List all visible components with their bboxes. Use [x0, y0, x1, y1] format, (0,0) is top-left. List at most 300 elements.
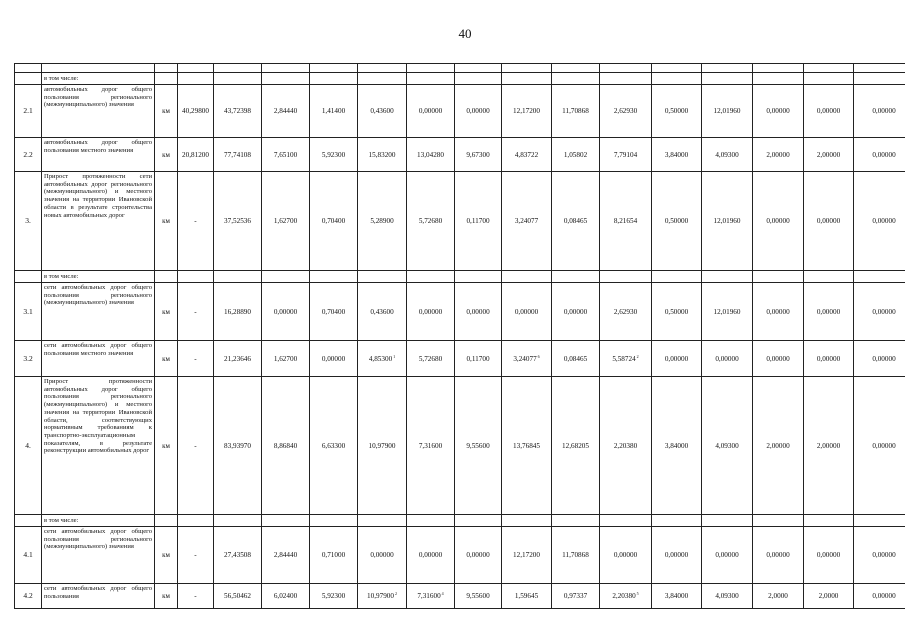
value-cell	[502, 138, 552, 172]
value-cell	[455, 283, 502, 341]
value-text: 0,00000	[613, 551, 638, 559]
value-text: 2,84440	[273, 551, 298, 559]
value-text: 0,00000	[766, 307, 790, 316]
value-text: 2,0000	[768, 592, 788, 600]
row-description: сети автомобильных дорог общего пользования местного значения	[42, 341, 155, 377]
value-text: 7,31600	[418, 441, 443, 450]
empty-cell	[600, 271, 652, 283]
value-text: 4,85300	[368, 354, 393, 363]
value-text: 0,00000	[872, 592, 896, 600]
value-cell	[455, 527, 502, 584]
empty-cell	[702, 73, 753, 85]
empty-cell	[455, 73, 502, 85]
table-row	[15, 377, 905, 515]
value-text: 0,00000	[872, 354, 896, 363]
value-text: 5,58724	[612, 354, 636, 363]
value-cell	[310, 527, 358, 584]
footnote-mark: 6	[537, 353, 540, 359]
empty-cell	[262, 73, 310, 85]
row-index: 4.1	[15, 527, 42, 584]
value-cell	[854, 527, 905, 584]
value-text: 9,55600	[466, 592, 490, 600]
value-cell	[552, 584, 600, 609]
value-text: 12,17200	[513, 107, 540, 115]
value-cell	[854, 138, 905, 172]
value-cell	[753, 527, 804, 584]
row-description: автомобильных дорог общего пользования местного значения	[42, 138, 155, 172]
value-cell	[753, 283, 804, 341]
empty-cell	[310, 515, 358, 527]
value-cell	[407, 283, 455, 341]
empty-cell	[407, 73, 455, 85]
empty-cell	[310, 73, 358, 85]
value-cell	[600, 172, 652, 271]
empty-cell	[178, 73, 214, 85]
value-cell	[702, 377, 753, 515]
value-cell	[310, 138, 358, 172]
value-cell	[854, 377, 905, 515]
value-text: 0,00000	[872, 217, 896, 225]
value-text: 0,00000	[466, 107, 490, 115]
value-text: 0,97337	[563, 592, 588, 600]
value-cell	[804, 527, 854, 584]
value-cell	[753, 138, 804, 172]
page-number: 40	[458, 26, 472, 41]
value-text: 3,24077	[514, 217, 539, 225]
empty-cell	[155, 271, 178, 283]
value-cell	[804, 85, 854, 138]
value-text: 1,05802	[563, 150, 588, 159]
value-text: 77,74108	[224, 150, 251, 159]
empty-cell	[358, 73, 407, 85]
value-text: 0,00000	[664, 551, 689, 559]
value-text: 5,28900	[370, 217, 394, 225]
value-text: 3,84000	[664, 441, 689, 450]
value-cell	[262, 85, 310, 138]
value-text: 0,11700	[466, 354, 490, 363]
base-value: -	[178, 341, 214, 377]
value-cell	[854, 341, 905, 377]
value-cell	[804, 377, 854, 515]
row-index: 3.2	[15, 341, 42, 377]
value-cell	[600, 527, 652, 584]
value-cell	[455, 377, 502, 515]
value-cell	[407, 584, 455, 609]
empty-cell	[310, 271, 358, 283]
empty-cell	[804, 515, 854, 527]
empty-cell	[455, 271, 502, 283]
subheader-label: в том числе:	[42, 271, 155, 283]
value-cell	[502, 584, 552, 609]
value-text: 1,62700	[273, 354, 298, 363]
row-unit: км	[155, 377, 178, 515]
row-index: 2.2	[15, 138, 42, 172]
table-row	[15, 85, 905, 138]
value-text: 8,86840	[273, 441, 298, 450]
value-text: 0,00000	[872, 150, 896, 159]
value-cell	[652, 527, 702, 584]
value-cell	[652, 584, 702, 609]
value-text: 37,52536	[224, 217, 251, 225]
empty-cell	[854, 271, 905, 283]
value-text: 0,00000	[872, 551, 896, 559]
value-text: 27,43508	[224, 551, 251, 559]
empty-cell	[262, 515, 310, 527]
value-cell	[502, 527, 552, 584]
base-value: -	[178, 584, 214, 609]
empty-cell	[854, 515, 905, 527]
value-cell	[753, 377, 804, 515]
value-text: 0,00000	[418, 307, 443, 316]
value-cell	[262, 283, 310, 341]
value-text: 1,59645	[514, 592, 539, 600]
value-cell	[358, 341, 407, 377]
value-cell	[502, 283, 552, 341]
value-text: 0,08465	[563, 217, 588, 225]
value-cell	[702, 172, 753, 271]
idx-cell	[15, 515, 42, 527]
value-text: 2,62930	[613, 307, 638, 316]
value-text: 6,63300	[321, 441, 346, 450]
value-cell	[358, 283, 407, 341]
row-unit: км	[155, 138, 178, 172]
base-value: 20,81200	[178, 138, 214, 172]
value-cell	[702, 527, 753, 584]
value-text: 7,65100	[273, 150, 298, 159]
data-table	[14, 63, 905, 609]
value-text: 2,0000	[818, 592, 839, 600]
empty-cell	[702, 515, 753, 527]
empty-cell	[753, 271, 804, 283]
value-text: 0,00000	[466, 307, 490, 316]
value-text: 2,20380	[613, 441, 638, 450]
value-cell	[214, 527, 262, 584]
value-cell	[702, 584, 753, 609]
value-text: 0,00000	[664, 354, 689, 363]
idx-cell	[15, 271, 42, 283]
value-cell	[552, 283, 600, 341]
value-cell	[854, 85, 905, 138]
value-cell	[214, 377, 262, 515]
value-text: 13,76845	[513, 441, 540, 450]
value-text: 10,97900	[368, 441, 396, 450]
value-cell	[652, 138, 702, 172]
value-text: 1,62700	[273, 217, 298, 225]
value-text: 56,50462	[224, 592, 251, 600]
value-cell	[753, 341, 804, 377]
row-unit: км	[155, 172, 178, 271]
base-value: 40,29800	[178, 85, 214, 138]
value-cell	[407, 527, 455, 584]
value-text: 0,43600	[370, 307, 394, 316]
value-text: 21,23646	[224, 354, 251, 363]
value-cell	[702, 138, 753, 172]
empty-cell	[214, 271, 262, 283]
value-text: 7,79104	[613, 150, 638, 159]
empty-cell	[652, 271, 702, 283]
empty-cell	[214, 515, 262, 527]
empty-cell	[652, 515, 702, 527]
value-cell	[753, 584, 804, 609]
table-body	[15, 64, 905, 609]
value-text: 5,72680	[418, 217, 443, 225]
table-row	[15, 138, 905, 172]
row-index: 3.	[15, 172, 42, 271]
value-cell	[502, 172, 552, 271]
value-cell	[652, 377, 702, 515]
value-text: 0,00000	[872, 307, 896, 316]
empty-cell	[804, 73, 854, 85]
value-cell	[310, 283, 358, 341]
value-cell	[358, 172, 407, 271]
value-cell	[455, 172, 502, 271]
empty-cell	[753, 73, 804, 85]
empty-cell	[178, 515, 214, 527]
header-stub-row	[15, 64, 905, 73]
value-cell	[358, 527, 407, 584]
value-text: 0,00000	[370, 551, 394, 559]
value-cell	[262, 172, 310, 271]
value-text: 0,50000	[664, 217, 689, 225]
value-text: 1,41400	[321, 107, 346, 115]
value-text: 0,00000	[766, 551, 790, 559]
row-description: Прирост протяженности автомобильных дорог общего пользования регионального (межмуниципального) и местного значения на территории Ивановской области, соответствующих нормативным требованиям к транспортно-эксплуатационным показателям, в результате реконструкции автомобильных дорог	[42, 377, 155, 515]
value-text: 12,01960	[713, 217, 741, 225]
value-cell	[310, 377, 358, 515]
value-cell	[753, 172, 804, 271]
empty-cell	[502, 515, 552, 527]
value-cell	[502, 341, 552, 377]
row-index: 3.1	[15, 283, 42, 341]
value-cell	[600, 283, 652, 341]
value-cell	[310, 172, 358, 271]
subheader-label: в том числе:	[42, 515, 155, 527]
value-text: 0,00000	[816, 354, 841, 363]
value-cell	[310, 85, 358, 138]
value-text: 0,00000	[715, 354, 739, 363]
subheader-row	[15, 515, 905, 527]
value-cell	[358, 138, 407, 172]
value-cell	[552, 527, 600, 584]
empty-cell	[552, 271, 600, 283]
value-cell	[502, 85, 552, 138]
value-cell	[407, 85, 455, 138]
value-text: 83,93970	[224, 441, 251, 450]
value-cell	[214, 341, 262, 377]
value-text: 10,97900	[367, 592, 394, 600]
value-text: 0,00000	[466, 551, 490, 559]
value-text: 0,00000	[514, 307, 539, 316]
footnote-mark: 2	[394, 591, 397, 596]
value-text: 0,00000	[563, 307, 588, 316]
empty-cell	[502, 271, 552, 283]
value-text: 0,00000	[816, 307, 841, 316]
subheader-row	[15, 271, 905, 283]
value-cell	[310, 341, 358, 377]
value-text: 0,00000	[816, 107, 841, 115]
row-description: Прирост протяженности сети автомобильных дорог регионального (межмуниципального) и местного значения на территории Ивановской области в результате строительства новых автомобильных дорог	[42, 172, 155, 271]
value-cell	[407, 377, 455, 515]
value-cell	[407, 138, 455, 172]
value-text: 3,84000	[664, 150, 689, 159]
table-row	[15, 584, 905, 609]
empty-cell	[262, 271, 310, 283]
row-unit: км	[155, 341, 178, 377]
empty-cell	[854, 73, 905, 85]
value-cell	[310, 584, 358, 609]
value-text: 9,55600	[466, 441, 490, 450]
table-row	[15, 527, 905, 584]
footnote-mark: 2	[636, 353, 639, 359]
row-description: сети автомобильных дорог общего пользования регионального (межмуниципального) значения	[42, 527, 155, 584]
value-cell	[600, 138, 652, 172]
value-text: 7,31600	[417, 592, 441, 600]
value-text: 43,72398	[224, 107, 251, 115]
value-text: 12,17200	[513, 551, 540, 559]
value-text: 0,11700	[466, 217, 490, 225]
value-cell	[262, 341, 310, 377]
value-cell	[804, 172, 854, 271]
value-text: 0,70400	[321, 307, 346, 316]
row-description: сети автомобильных дорог общего пользования	[42, 584, 155, 609]
empty-cell	[358, 271, 407, 283]
row-unit: км	[155, 584, 178, 609]
value-cell	[214, 283, 262, 341]
value-text: 0,08465	[563, 354, 588, 363]
idx-cell	[15, 73, 42, 85]
table-row	[15, 172, 905, 271]
empty-cell	[178, 271, 214, 283]
base-value: -	[178, 377, 214, 515]
value-cell	[262, 527, 310, 584]
value-cell	[214, 138, 262, 172]
empty-cell	[552, 515, 600, 527]
subheader-label: в том числе:	[42, 73, 155, 85]
value-cell	[702, 341, 753, 377]
row-index: 4.	[15, 377, 42, 515]
row-unit: км	[155, 85, 178, 138]
value-text: 5,72680	[418, 354, 443, 363]
empty-cell	[753, 515, 804, 527]
empty-cell	[407, 271, 455, 283]
value-text: 12,68205	[562, 441, 589, 450]
footnote-mark: 4	[441, 591, 444, 596]
value-text: 0,00000	[816, 551, 841, 559]
value-text: 0,71000	[321, 551, 346, 559]
empty-cell	[358, 515, 407, 527]
subheader-row	[15, 73, 905, 85]
value-text: 4,09300	[715, 592, 739, 600]
value-text: 0,00000	[816, 217, 841, 225]
empty-cell	[214, 73, 262, 85]
value-text: 4,83722	[514, 150, 539, 159]
value-cell	[652, 341, 702, 377]
empty-cell	[652, 73, 702, 85]
value-text: 0,70400	[321, 217, 346, 225]
value-text: 0,00000	[273, 307, 298, 316]
value-text: 5,92300	[321, 150, 346, 159]
value-cell	[262, 584, 310, 609]
value-text: 2,00000	[816, 441, 841, 450]
value-text: 2,00000	[816, 150, 841, 159]
base-value: -	[178, 283, 214, 341]
value-text: 11,70868	[562, 551, 589, 559]
value-text: 0,00000	[766, 354, 790, 363]
value-text: 11,70868	[562, 107, 589, 115]
value-cell	[652, 85, 702, 138]
empty-cell	[407, 515, 455, 527]
empty-cell	[455, 515, 502, 527]
row-unit: км	[155, 283, 178, 341]
empty-cell	[552, 73, 600, 85]
value-cell	[552, 172, 600, 271]
empty-cell	[600, 73, 652, 85]
value-cell	[854, 172, 905, 271]
value-text: 15,83200	[368, 150, 396, 159]
value-text: 3,84000	[664, 592, 689, 600]
value-text: 2,00000	[766, 150, 790, 159]
value-cell	[600, 584, 652, 609]
value-text: 2,62930	[613, 107, 638, 115]
value-cell	[358, 377, 407, 515]
value-text: 2,20380	[612, 592, 636, 600]
value-text: 0,43600	[370, 107, 394, 115]
value-text: 8,21654	[613, 217, 638, 225]
value-cell	[214, 172, 262, 271]
value-text: 0,00000	[715, 551, 739, 559]
empty-cell	[155, 73, 178, 85]
value-cell	[804, 138, 854, 172]
value-text: 5,92300	[321, 592, 346, 600]
value-cell	[753, 85, 804, 138]
value-cell	[358, 584, 407, 609]
value-cell	[455, 584, 502, 609]
value-text: 6,02400	[273, 592, 298, 600]
value-text: 0,50000	[664, 107, 689, 115]
value-text: 12,01960	[713, 107, 741, 115]
value-cell	[552, 138, 600, 172]
value-cell	[455, 138, 502, 172]
value-cell	[652, 172, 702, 271]
value-cell	[804, 341, 854, 377]
value-text: 0,00000	[418, 107, 443, 115]
base-value: -	[178, 527, 214, 584]
value-cell	[214, 85, 262, 138]
table-row	[15, 341, 905, 377]
value-cell	[407, 172, 455, 271]
footnote-mark: 1	[393, 353, 396, 359]
value-text: 3,24077	[513, 354, 537, 363]
value-cell	[600, 85, 652, 138]
value-text: 0,00000	[418, 551, 443, 559]
row-description: сети автомобильных дорог общего пользования регионального (межмуниципального) значения	[42, 283, 155, 341]
empty-cell	[155, 515, 178, 527]
value-cell	[502, 377, 552, 515]
row-index: 2.1	[15, 85, 42, 138]
value-cell	[407, 341, 455, 377]
value-cell	[262, 377, 310, 515]
value-cell	[214, 584, 262, 609]
table-container	[14, 63, 905, 640]
value-text: 12,01960	[713, 307, 741, 316]
value-cell	[702, 283, 753, 341]
value-cell	[652, 283, 702, 341]
value-cell	[552, 341, 600, 377]
value-text: 0,00000	[872, 441, 896, 450]
value-cell	[552, 85, 600, 138]
value-text: 16,28890	[224, 307, 251, 316]
empty-cell	[702, 271, 753, 283]
